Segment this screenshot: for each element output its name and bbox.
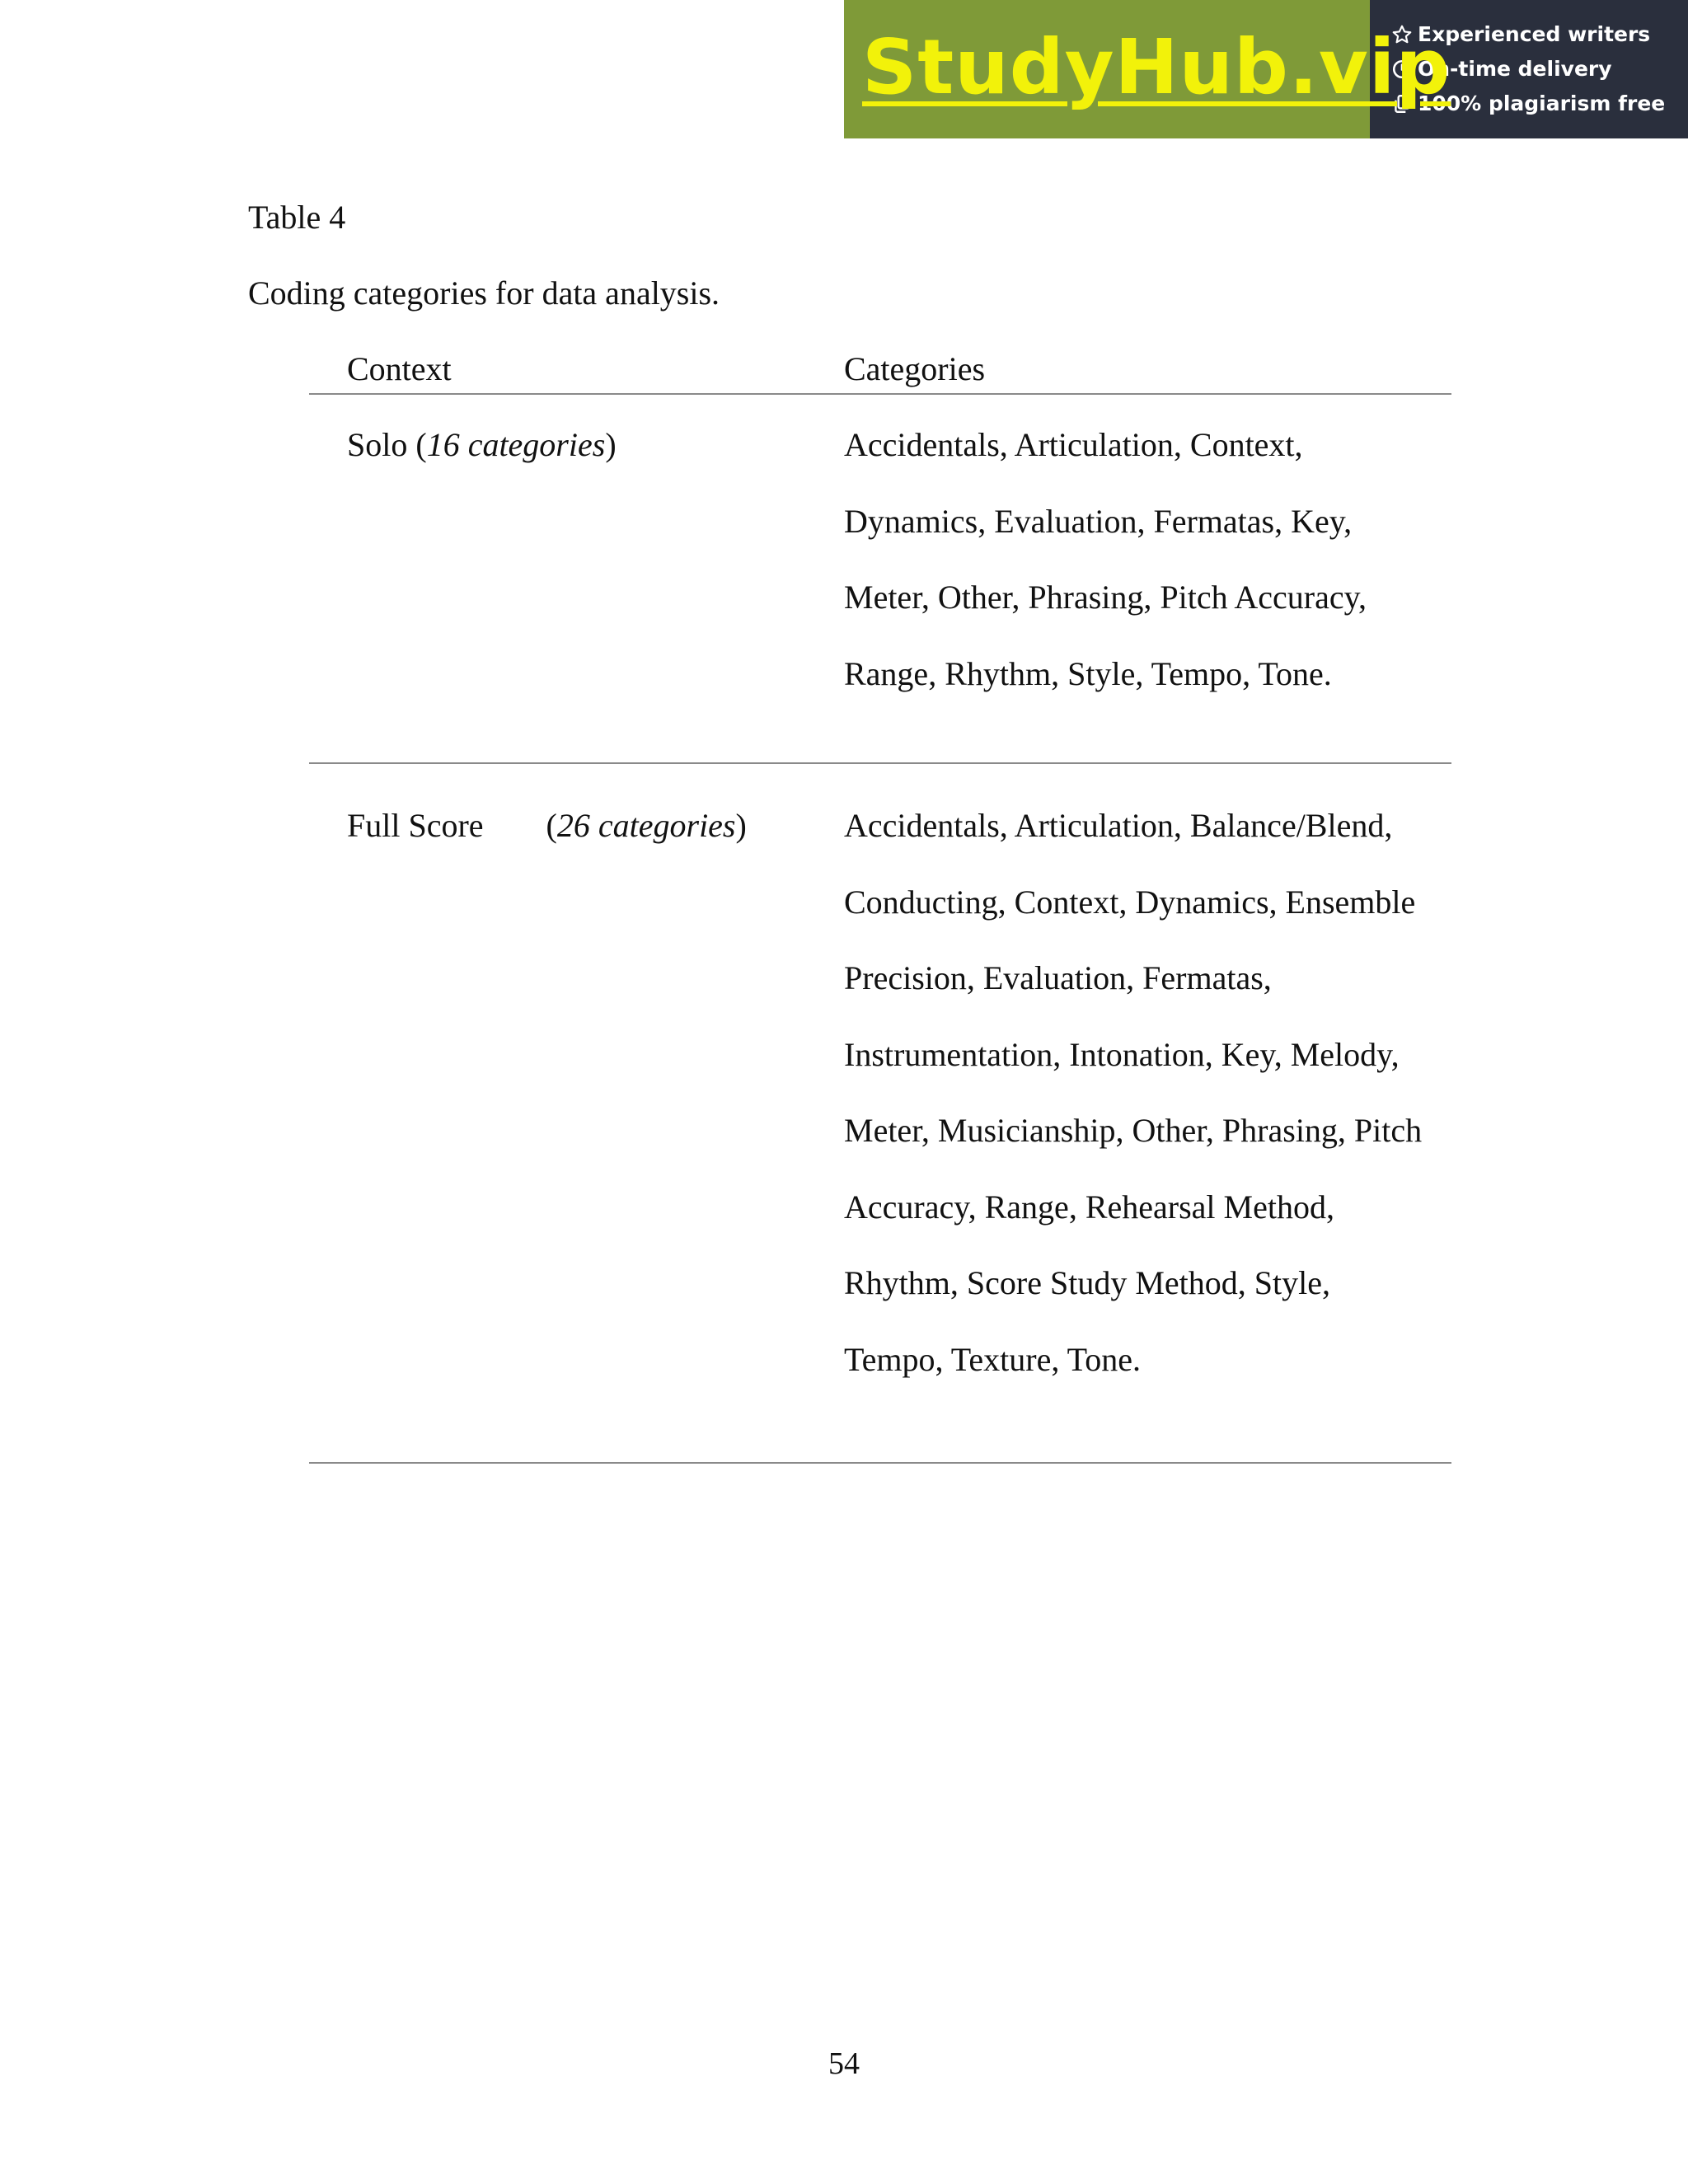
category-line: Meter, Musicianship, Other, Phrasing, Pitch (844, 1112, 1423, 1149)
category-line: Meter, Other, Phrasing, Pitch Accuracy, (844, 579, 1367, 616)
row-context-full-score: Full Score (26 categories) (347, 807, 747, 844)
category-line: Rhythm, Score Study Method, Style, (844, 1264, 1330, 1301)
page-number: 54 (828, 2046, 860, 2081)
column-header-context: Context (347, 350, 452, 387)
row-categories-full-score (844, 806, 1422, 1416)
category-line: Instrumentation, Intonation, Key, Melody, (844, 1035, 1400, 1073)
header-rule (309, 393, 1451, 395)
context-name: Solo (347, 426, 408, 463)
table-bottom-rule (309, 1462, 1451, 1464)
row-context-solo: Solo (16 categories) (347, 426, 617, 463)
category-line: Tempo, Texture, Tone. (844, 1340, 1142, 1378)
category-line: Precision, Evaluation, Fermatas, (844, 959, 1272, 996)
studyhub-banner[interactable] (844, 0, 1688, 138)
category-line: Range, Rhythm, Style, Tempo, Tone. (844, 654, 1332, 692)
column-header-categories: Categories (844, 350, 986, 387)
banner-logo-area[interactable] (844, 0, 1451, 138)
feature-label: Experienced writers (1418, 22, 1651, 46)
context-name: Full Score (347, 807, 484, 844)
category-line: Conducting, Context, Dynamics, Ensemble (844, 883, 1416, 921)
category-count: 26 categories (556, 807, 736, 844)
table-title: Coding categories for data analysis. (248, 274, 720, 312)
category-count: 16 categories (426, 426, 606, 463)
category-line: Dynamics, Evaluation, Fermatas, Key, (844, 502, 1353, 540)
feature-label: On-time delivery (1418, 57, 1612, 81)
feature-label: 100% plagiarism free (1418, 91, 1666, 115)
category-line: Accidentals, Articulation, Context, (844, 426, 1303, 463)
category-line: Accuracy, Range, Rehearsal Method, (844, 1188, 1334, 1226)
table-label: Table 4 (248, 199, 346, 236)
row-categories-solo (844, 425, 1367, 730)
row-rule (309, 762, 1451, 764)
brand-logo[interactable]: StudyHub.vip (862, 23, 1451, 111)
category-line: Accidentals, Articulation, Balance/Blend, (844, 807, 1393, 844)
